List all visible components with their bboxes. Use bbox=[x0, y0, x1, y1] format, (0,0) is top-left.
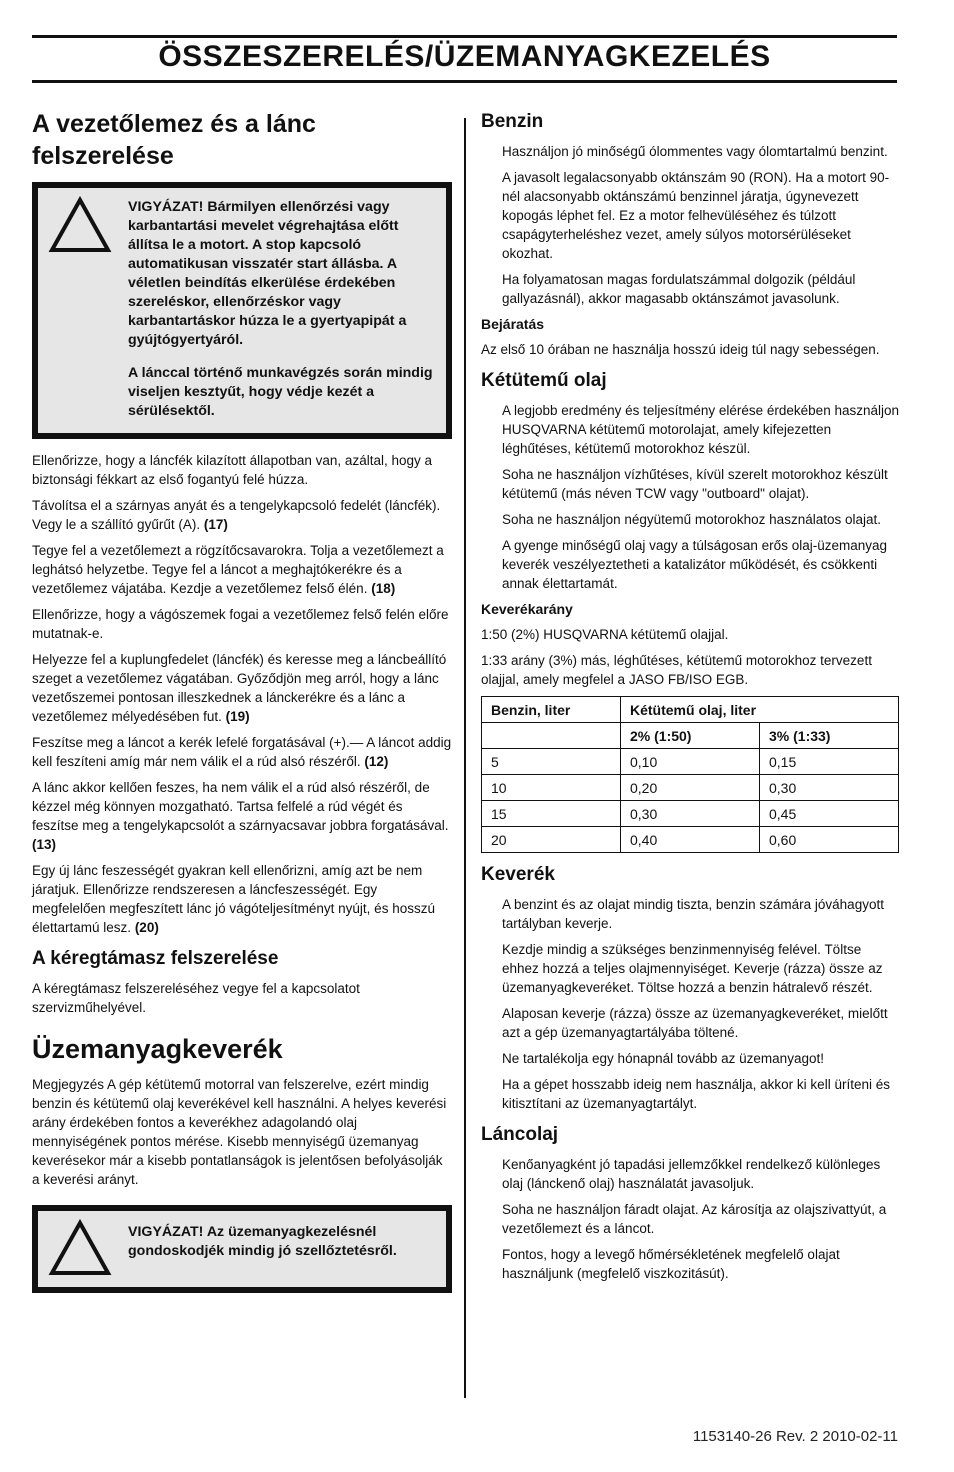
table-cell: 5 bbox=[482, 749, 621, 775]
table-header-cell: Kétütemű olaj, liter bbox=[621, 697, 899, 723]
right-column bbox=[481, 110, 901, 1290]
paragraph: A benzint és az olajat mindig tiszta, benzin számára jóváhagyott tartályban keverje. bbox=[502, 897, 884, 931]
fuel-mix-heading: Üzemanyagkeverék bbox=[32, 1034, 283, 1064]
paragraph: 1:50 (2%) HUSQVARNA kétütemű olajjal. bbox=[481, 627, 729, 642]
paragraph: Soha ne használjon négyütemű motorokhoz használatos olajat. bbox=[502, 512, 881, 527]
figure-ref: (20) bbox=[134, 920, 159, 935]
table-row bbox=[482, 775, 899, 801]
left-column bbox=[32, 108, 452, 1305]
paragraph: A gyenge minőségű olaj vagy a túlságosan erős olaj-üzemanyag keverék veszélyeztetheti a katalizátor működését, és csökkenti annak élettartamát. bbox=[502, 538, 887, 591]
paragraph: A legjobb eredmény és teljesítmény elérése érdekében használjon HUSQVARNA kétütemű motorolajat, amely kifejezetten léghűtéses, kétütemű motorokhoz készül. bbox=[502, 403, 899, 456]
paragraph: Kezdje mindig a szükséges benzinmennyiség felével. Töltse ehhez hozzá a teljes olajmennyiséget. Keverje (rázza) össze az üzemanyagkeveréket. Töltse hozzá a benzin hátralevő részét. bbox=[502, 942, 883, 995]
table-cell: 15 bbox=[482, 801, 621, 827]
paragraph: Fontos, hogy a levegő hőmérsékletének megfelelő olajat használjunk (megfelelő viszkozitásút). bbox=[502, 1247, 840, 1281]
table-cell: 0,20 bbox=[621, 775, 760, 801]
table-cell: 0,15 bbox=[760, 749, 899, 775]
table-cell: 0,10 bbox=[621, 749, 760, 775]
paragraph: Ellenőrizze, hogy a láncfék kilazított állapotban van, azáltal, hogy a biztonsági fékkart az első fogantyú felé húzza. bbox=[32, 453, 432, 487]
figure-ref: (19) bbox=[225, 709, 250, 724]
paragraph: Egy új lánc feszességét gyakran kell ellenőrizni, amíg azt be nem járatjuk. Ellenőrizze rendszeresen a láncfeszességét. Egy megfelelően megfeszített lánc jó vágóteljesítményt nyújt, és hosszú élettartamú lesz. (20) bbox=[32, 863, 435, 935]
mix-ratio-heading: Keverékarány bbox=[481, 601, 573, 617]
paragraph: Ha a gépet hosszabb ideig nem használja, akkor ki kell üríteni és kitisztítani az üzemanyagtartályt. bbox=[502, 1077, 890, 1111]
figure-ref: (12) bbox=[364, 754, 389, 769]
guide-chain-heading: A vezetőlemez és a lánc felszerelése bbox=[32, 110, 316, 170]
paragraph: Helyezze fel a kuplungfedelet (láncfék) és keresse meg a láncbeállító szeget a vezetőlemez vágatában. Győződjön meg arról, hogy a lánc vezetőszemei pontosan illeszkednek a lánckerékre és a lánc a vezetőlemez mélyedésében fut. (19) bbox=[32, 652, 447, 724]
table-subheader-row bbox=[482, 723, 899, 749]
paragraph: Ha folyamatosan magas fordulatszámmal dolgozik (például gallyazásnál), akkor magasabb oktánszámot javasolunk. bbox=[502, 272, 856, 306]
paragraph: Ellenőrizze, hogy a vágószemek fogai a vezetőlemez felső felén előre mutatnak-e. bbox=[32, 607, 449, 641]
paragraph: Kenőanyagként jó tapadási jellemzőkkel rendelkező különleges olaj (lánckenő olaj) használatát javasoljuk. bbox=[502, 1157, 881, 1191]
table-row bbox=[482, 827, 899, 853]
paragraph: Távolítsa el a szárnyas anyát és a tengelykapcsoló fedelét (láncfék). Vegy le a szállító gyűrűt (A). (17) bbox=[32, 498, 441, 532]
warning-box-maintenance bbox=[32, 182, 452, 439]
figure-ref: (18) bbox=[371, 581, 396, 596]
warning-text: VIGYÁZAT! Az üzemanyagkezelésnél gondoskodjék mindig jó szellőztetésről. bbox=[128, 1224, 397, 1259]
warning-triangle-icon bbox=[48, 196, 112, 254]
table-header-row bbox=[482, 697, 899, 723]
table-row bbox=[482, 749, 899, 775]
paragraph: 1:33 arány (3%) más, léghűtéses, kétütemű motorokhoz tervezett olajjal, amely megfelel a JASO FB/ISO EGB. bbox=[481, 653, 872, 687]
warning-text: A lánccal történő munkavégzés során mindig viseljen kesztyűt, hogy védje kezét a sérülésektől. bbox=[128, 365, 433, 419]
petrol-heading: Benzin bbox=[481, 111, 544, 132]
warning-triangle-icon bbox=[48, 1219, 112, 1277]
table-cell: 0,60 bbox=[760, 827, 899, 853]
header-top-rule bbox=[32, 35, 897, 38]
paragraph: Megjegyzés A gép kétütemű motorral van felszerelve, ezért mindig benzin és kétütemű olaj keverékével kell használni. A helyes keverési arány érdekében fontos a keverékhez adagolandó olaj mennyiségének pontos mérése. Kisebb mennyiségű üzemanyag keverésekor már a kisebb pontatlanságok is jelentősen befolyásolják a keverési arányt. bbox=[32, 1077, 447, 1187]
table-cell: 0,30 bbox=[621, 801, 760, 827]
paragraph: Használjon jó minőségű ólommentes vagy ólomtartalmú benzint. bbox=[502, 144, 888, 159]
paragraph: Soha ne használjon fáradt olajat. Az károsítja az olajszivattyút, a vezetőlemezt és a láncot. bbox=[502, 1202, 887, 1236]
mix-ratio-table bbox=[481, 696, 899, 853]
header-bottom-rule bbox=[32, 80, 897, 83]
page-title: ÖSSZESZERELÉS/ÜZEMANYAGKEZELÉS bbox=[158, 40, 771, 73]
table-cell: 0,40 bbox=[621, 827, 760, 853]
table-cell: 20 bbox=[482, 827, 621, 853]
paragraph: Feszítse meg a láncot a kerék lefelé forgatásával (+).— A láncot addig kell feszíteni amíg már nem válik el a rúd alsó részéről. (12) bbox=[32, 735, 452, 769]
paragraph: Ne tartalékolja egy hónapnál tovább az üzemanyagot! bbox=[502, 1051, 824, 1066]
warning-text: VIGYÁZAT! Bármilyen ellenőrzési vagy karbantartási mevelet végrehajtása előtt állítsa le a motort. A stop kapcsoló automatikusan visszatér start állásba. A véletlen beindítás elkerülése érdekében szereléskor, ellenőrzéskor vagy karbantartáskor húzza le a gyertyapipát a gyújtógyertyáról. bbox=[128, 199, 407, 348]
paragraph: A javasolt legalacsonyabb oktánszám 90 (RON). Ha a motort 90-nél alacsonyabb oktánszámú benzinnel járatja, úgynevezett kopogás léphet fel. Ez a motor felhevüléséhez és túlzott csapágyterheléshez vezet, amely súlyos motorsérüléseket okozhat. bbox=[502, 170, 890, 261]
paragraph: Alaposan keverje (rázza) össze az üzemanyagkeveréket, mielőtt azt a gép üzemanyagtartályába töltené. bbox=[502, 1006, 888, 1040]
paragraph: Az első 10 órában ne használja hosszú ideig túl nagy sebességen. bbox=[481, 342, 880, 357]
table-row bbox=[482, 801, 899, 827]
table-header-cell: 2% (1:50) bbox=[621, 723, 760, 749]
table-header-cell: 3% (1:33) bbox=[760, 723, 899, 749]
table-cell: 0,45 bbox=[760, 801, 899, 827]
figure-ref: (17) bbox=[203, 517, 228, 532]
paragraph: A kéregtámasz felszereléséhez vegye fel a kapcsolatot szervizműhelyével. bbox=[32, 981, 360, 1015]
table-cell bbox=[482, 723, 621, 749]
table-cell: 10 bbox=[482, 775, 621, 801]
bark-support-heading: A kéregtámasz felszerelése bbox=[32, 948, 279, 969]
document-id: 1153140-26 Rev. 2 2010-02-11 bbox=[692, 1428, 898, 1445]
mixing-heading: Keverék bbox=[481, 864, 555, 885]
paragraph: Tegye fel a vezetőlemezt a rögzítőcsavarokra. Tolja a vezetőlemezt a leghátsó helyzetbe. Tegye fel a láncot a meghajtókerékre és a vezetőlemez vájatába. Kezdje a vezetőlemez felső élén. (18) bbox=[32, 543, 444, 596]
run-in-heading: Bejáratás bbox=[481, 316, 545, 332]
table-cell: 0,30 bbox=[760, 775, 899, 801]
warning-box-ventilation bbox=[32, 1205, 452, 1293]
table-header-cell: Benzin, liter bbox=[482, 697, 621, 723]
paragraph: Soha ne használjon vízhűtéses, kívül szerelt motorokhoz készült kétütemű (más néven TCW vagy "outboard" olajat). bbox=[502, 467, 888, 501]
figure-ref: (13) bbox=[32, 837, 57, 852]
two-stroke-oil-heading: Kétütemű olaj bbox=[481, 370, 607, 391]
column-divider bbox=[464, 118, 466, 1398]
paragraph: A lánc akkor kellően feszes, ha nem válik el a rúd alsó részéről, de kézzel még könnyen mozgatható. Tartsa felfelé a rúd végét és feszítse meg a tengelykapcsolót a szárnyacsavar jobbra forgatásával. (13) bbox=[32, 780, 449, 852]
chain-oil-heading: Láncolaj bbox=[481, 1124, 559, 1145]
